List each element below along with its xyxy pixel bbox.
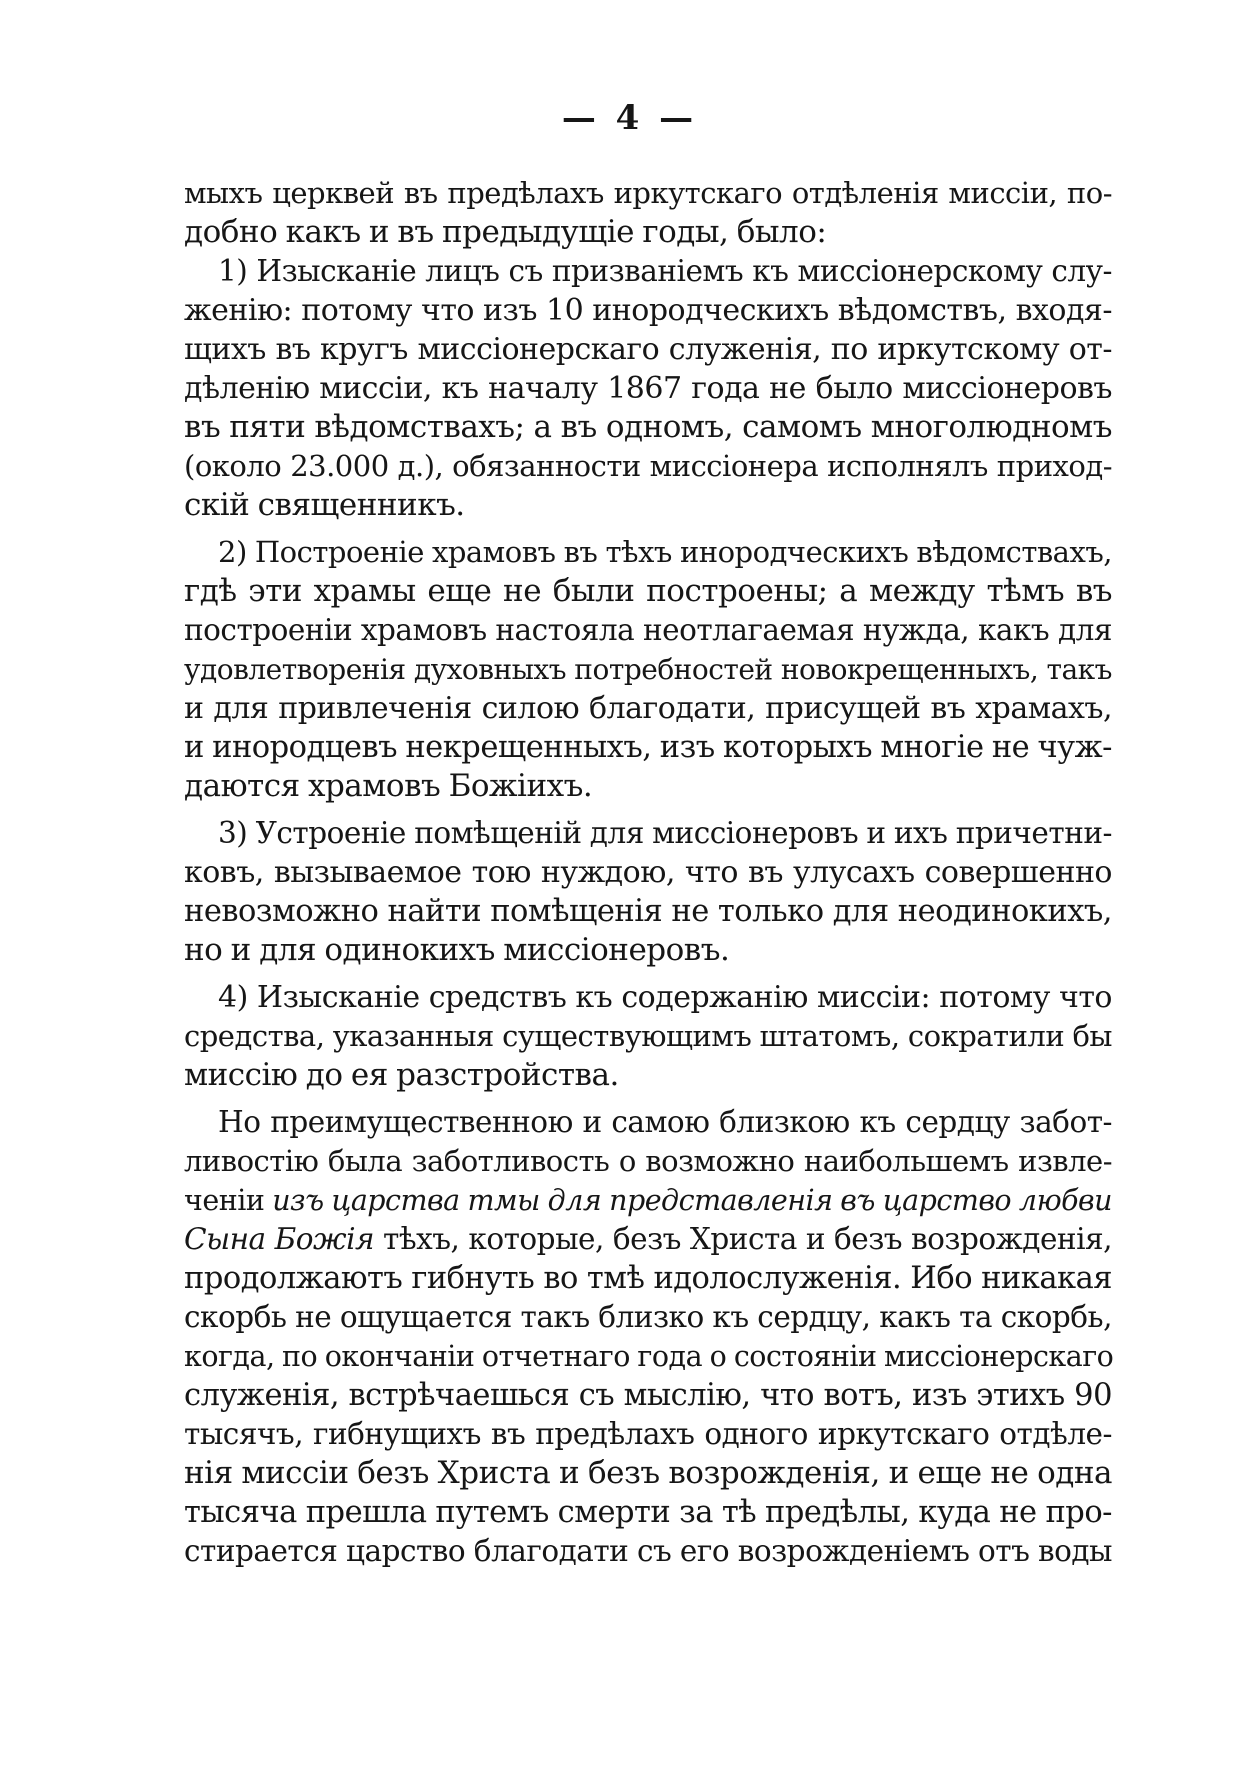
text-line: миссію до ея разстройства. bbox=[184, 1057, 619, 1093]
text-line: когда, по окончаніи отчетнаго года о состояніи миссіонерскаго bbox=[184, 1340, 1114, 1373]
text-line: ковъ, вызываемое тою нуждою, что въ улусахъ совершенно bbox=[184, 855, 1112, 890]
text-line: продолжаютъ гибнуть во тмѣ идолослуженія. Ибо никакая bbox=[184, 1261, 1112, 1296]
text-line: скорбь не ощущается такъ близко къ сердцу, какъ та скорбь, bbox=[184, 1300, 1112, 1334]
text-line: добно какъ и въ предыдущіе годы, было: bbox=[184, 214, 827, 250]
text-line: 1) Изысканіе лицъ съ призваніемъ къ миссіонерскому слу- bbox=[218, 254, 1112, 288]
text-line: 4) Изысканіе средствъ къ содержанію миссіи: потому что bbox=[218, 980, 1112, 1015]
text-line: удовлетворенія духовныхъ потребностей новокрещенныхъ, такъ bbox=[184, 653, 1112, 686]
text-line: даются храмовъ Божіихъ. bbox=[184, 768, 593, 804]
text-line: дѣленію миссіи, къ началу 1867 года не было миссіонеровъ bbox=[184, 371, 1112, 406]
text-line: средства, указанныя существующимъ штатомъ, сократили бы bbox=[184, 1019, 1112, 1053]
text-line: тысяча прешла путемъ смерти за тѣ предѣлы, куда не про- bbox=[184, 1495, 1112, 1530]
paragraph-gap bbox=[184, 806, 1112, 814]
text-line: щихъ въ кругъ миссіонерскаго служенія, по иркутскому от- bbox=[184, 332, 1112, 367]
body-text bbox=[184, 174, 1112, 1571]
text-line: тысячъ, гибнущихъ въ предѣлахъ одного иркутскаго отдѣле- bbox=[184, 1417, 1112, 1451]
italic-phrase: Сына Божія bbox=[184, 1222, 375, 1256]
italic-phrase: изъ царства тмы для представленія въ царство любви bbox=[272, 1184, 1113, 1217]
text-line: 2) Построеніе храмовъ въ тѣхъ инородческихъ вѣдомствахъ, bbox=[218, 535, 1112, 569]
paragraph-gap bbox=[184, 1095, 1112, 1103]
text-line: служенія, встрѣчаешься съ мыслію, что вотъ, изъ этихъ 90 bbox=[184, 1378, 1112, 1413]
text-line: невозможно найти помѣщенія не только для неодинокихъ, bbox=[184, 894, 1112, 929]
text-line: мыхъ церквей въ предѣлахъ иркутскаго отдѣленія миссіи, по- bbox=[184, 176, 1112, 210]
text-line: женію: потому что изъ 10 инородческихъ вѣдомствъ, входя- bbox=[184, 293, 1112, 328]
text-line: ливостію была заботливость о возможно наибольшемъ извле- bbox=[184, 1144, 1112, 1178]
text-line: нія миссіи безъ Христа и безъ возрожденія, и еще не одна bbox=[184, 1455, 1112, 1491]
text-run: тѣхъ, которые, безъ Христа и безъ возрожденія, bbox=[383, 1222, 1113, 1256]
page-number: — 4 — bbox=[561, 98, 698, 138]
text-line: 3) Устроеніе помѣщеній для миссіонеровъ и ихъ причетни- bbox=[218, 816, 1112, 850]
text-line: построеніи храмовъ настояла неотлагаемая нужда, какъ для bbox=[184, 613, 1112, 647]
paragraph-gap bbox=[184, 525, 1112, 533]
text-line bbox=[184, 1181, 1112, 1220]
text-line: (около 23.000 д.), обязанности миссіонера исполнялъ приход- bbox=[184, 449, 1112, 483]
text-line: гдѣ эти храмы еще не были построены; а между тѣмъ въ bbox=[184, 573, 1112, 609]
text-line: скій священникъ. bbox=[184, 487, 465, 523]
paragraph-gap bbox=[184, 970, 1112, 978]
text-line: въ пяти вѣдомствахъ; а въ одномъ, самомъ многолюдномъ bbox=[184, 409, 1112, 445]
text-run: ченіи bbox=[184, 1184, 265, 1217]
text-line bbox=[184, 1220, 1112, 1259]
text-line: но и для одинокихъ миссіонеровъ. bbox=[184, 932, 730, 968]
text-line: стирается царство благодати съ его возрожденіемъ отъ воды bbox=[184, 1534, 1112, 1568]
text-line: и для привлеченія силою благодати, присущей въ храмахъ, bbox=[184, 691, 1112, 726]
text-line: Но преимущественною и самою близкою къ сердцу забот- bbox=[218, 1105, 1112, 1139]
text-line: и инородцевъ некрещенныхъ, изъ которыхъ многіе не чуж- bbox=[184, 730, 1112, 765]
